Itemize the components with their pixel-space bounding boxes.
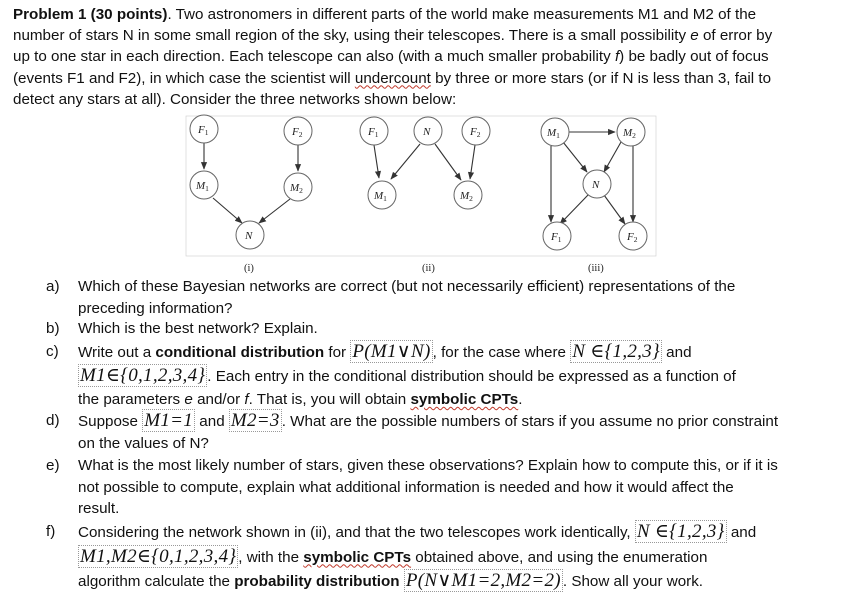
- question-d: [13, 410, 833, 455]
- problem-statement: [13, 4, 833, 110]
- caption-iii: (iii): [588, 263, 604, 274]
- edge-m1-n: [213, 198, 242, 223]
- math-m2-eq-3: M2=3: [230, 410, 280, 431]
- question-c-mid: , for the case where: [432, 344, 567, 361]
- node-m1-label: M1: [196, 180, 209, 193]
- question-e-line-1: What is the most likely number of stars, given these observations? Explain how to compute this, or if it is: [78, 457, 778, 474]
- undercount-word: undercount: [354, 69, 431, 87]
- network-iii: [541, 118, 647, 274]
- question-d-rest: . What are the possible numbers of stars if you assume no prior constraint: [281, 413, 779, 430]
- node-m2-ii-label: M2: [460, 190, 473, 203]
- statement-line-2: number of stars N in some small region of the sky, using their telescopes. There is a small possibility: [13, 27, 687, 45]
- question-e-line-2: not possible to compute, explain what additional information is needed and how it would affect the: [78, 478, 734, 496]
- question-b-text: Which is the best network? Explain.: [78, 320, 318, 337]
- edge-n-f2: [604, 195, 625, 224]
- edge-m2-n: [259, 199, 290, 223]
- statement-line-4-end: by three or more stars (or if N is less than 3, fail to: [435, 69, 772, 87]
- statement-line-4: (events F1 and F2), in which case the scientist will: [13, 69, 351, 87]
- question-e-text: [78, 455, 833, 520]
- edge-f1-m1-ii: [374, 145, 379, 178]
- probability-distribution-term: probability distribution: [234, 573, 400, 590]
- question-b-label: b): [46, 320, 60, 337]
- question-c-line-3c: . That is, you will obtain: [248, 391, 407, 408]
- edge-m1-n-iii: [563, 142, 587, 172]
- question-c-pre: Write out a: [78, 344, 152, 361]
- question-e: [13, 455, 833, 520]
- question-d-and: and: [199, 413, 225, 430]
- question-d-pre: Suppose: [78, 413, 138, 430]
- symbolic-cpts-term-f: symbolic CPTs: [303, 548, 412, 566]
- question-a: [13, 276, 833, 319]
- question-d-text: [78, 410, 833, 455]
- statement-line-3-end: ) be badly out of focus: [619, 48, 769, 66]
- node-f1-iii-label: F1: [551, 231, 562, 244]
- question-a-text: [78, 276, 833, 319]
- edge-f2-m2-ii: [470, 145, 475, 179]
- node-n-iii-label: N: [592, 179, 600, 191]
- node-n-ii-label: N: [423, 126, 431, 138]
- conditional-distribution-term: conditional distribution: [155, 344, 325, 361]
- node-f2-ii-label: F2: [470, 126, 481, 139]
- question-f-mid2: obtained above, and using the enumeration: [415, 548, 708, 566]
- question-c-line-3b: and/or: [197, 391, 241, 408]
- question-b: [13, 318, 833, 340]
- question-a-line-1: Which of these Bayesian networks are correct (but not necessarily efficient) representations of the: [78, 278, 736, 295]
- question-f: [13, 520, 833, 594]
- param-e: e: [690, 27, 699, 45]
- question-c-text: [78, 340, 833, 411]
- edge-n-m1: [391, 144, 420, 179]
- question-c-label: c): [46, 343, 59, 360]
- network-i: [190, 115, 312, 274]
- question-f-and: and: [730, 524, 757, 541]
- question-f-mid: , with the: [238, 548, 300, 566]
- question-f-end: . Show all your work.: [562, 573, 704, 590]
- network-ii: [360, 117, 490, 274]
- question-c: [13, 340, 833, 411]
- edge-n-m2: [435, 144, 461, 180]
- question-a-line-2: preceding information?: [78, 299, 233, 317]
- statement-line-1: . Two astronomers in different parts of the world make measurements M1 and M2 of the: [167, 6, 757, 23]
- node-f1-label: F1: [198, 124, 209, 137]
- math-p-n-given: P(N∨M1=2,M2=2): [405, 570, 561, 591]
- question-f-line-3: algorithm calculate the: [78, 573, 230, 590]
- math-m1m2-domain: M1,M2∈{0,1,2,3,4}: [80, 545, 237, 567]
- param-f-c: f: [244, 391, 249, 408]
- question-c-line-3a: the parameters: [78, 391, 181, 408]
- question-d-line-2: on the values of N?: [78, 435, 209, 452]
- node-f2-iii-label: F2: [627, 231, 638, 244]
- question-e-line-3: result.: [78, 500, 120, 518]
- question-c-end: .: [518, 391, 523, 408]
- symbolic-cpts-term: symbolic CPTs: [410, 391, 519, 408]
- math-n-domain-f: N ∈{1,2,3}: [636, 521, 725, 542]
- question-e-label: e): [46, 457, 60, 474]
- node-f2-label: F2: [292, 126, 303, 139]
- question-c-line-2: . Each entry in the conditional distribution should be expressed as a function of: [207, 368, 736, 385]
- caption-ii: (ii): [422, 263, 435, 274]
- bayes-networks-figure: [0, 100, 846, 278]
- node-m1-iii-label: M1: [547, 127, 560, 140]
- param-f: f: [614, 48, 620, 66]
- math-n-domain: N ∈{1,2,3}: [572, 341, 660, 362]
- math-m1-eq-1: M1=1: [144, 410, 194, 431]
- math-p-m1-n: P(M1∨N): [352, 341, 431, 362]
- node-m1-ii-label: M1: [374, 190, 387, 203]
- node-m2-label: M2: [290, 182, 303, 195]
- problem-title: Problem 1 (30 points): [13, 6, 168, 23]
- node-f1-ii-label: F1: [368, 126, 379, 139]
- edge-n-f1: [560, 195, 588, 224]
- question-f-line-1: Considering the network shown in (ii), and that the two telescopes work identically,: [78, 524, 631, 541]
- statement-line-5: detect any stars at all). Consider the three networks shown below:: [13, 90, 457, 108]
- edge-m2-n-iii: [604, 142, 621, 172]
- node-m2-iii-label: M2: [623, 127, 636, 140]
- question-f-label: f): [46, 523, 56, 540]
- question-c-and: and: [666, 344, 692, 361]
- question-f-text: [78, 520, 833, 594]
- question-d-label: d): [46, 412, 60, 429]
- question-a-label: a): [46, 278, 60, 295]
- caption-i: (i): [244, 263, 254, 274]
- param-e-c: e: [184, 391, 193, 408]
- statement-line-3: up to one star in each direction. Each telescope can also (with a much smaller probability: [13, 48, 611, 66]
- question-c-for: for: [328, 344, 347, 361]
- node-n-label: N: [245, 230, 253, 242]
- statement-line-2-end: of error by: [702, 27, 773, 45]
- math-m1-domain: M1∈{0,1,2,3,4}: [80, 365, 206, 386]
